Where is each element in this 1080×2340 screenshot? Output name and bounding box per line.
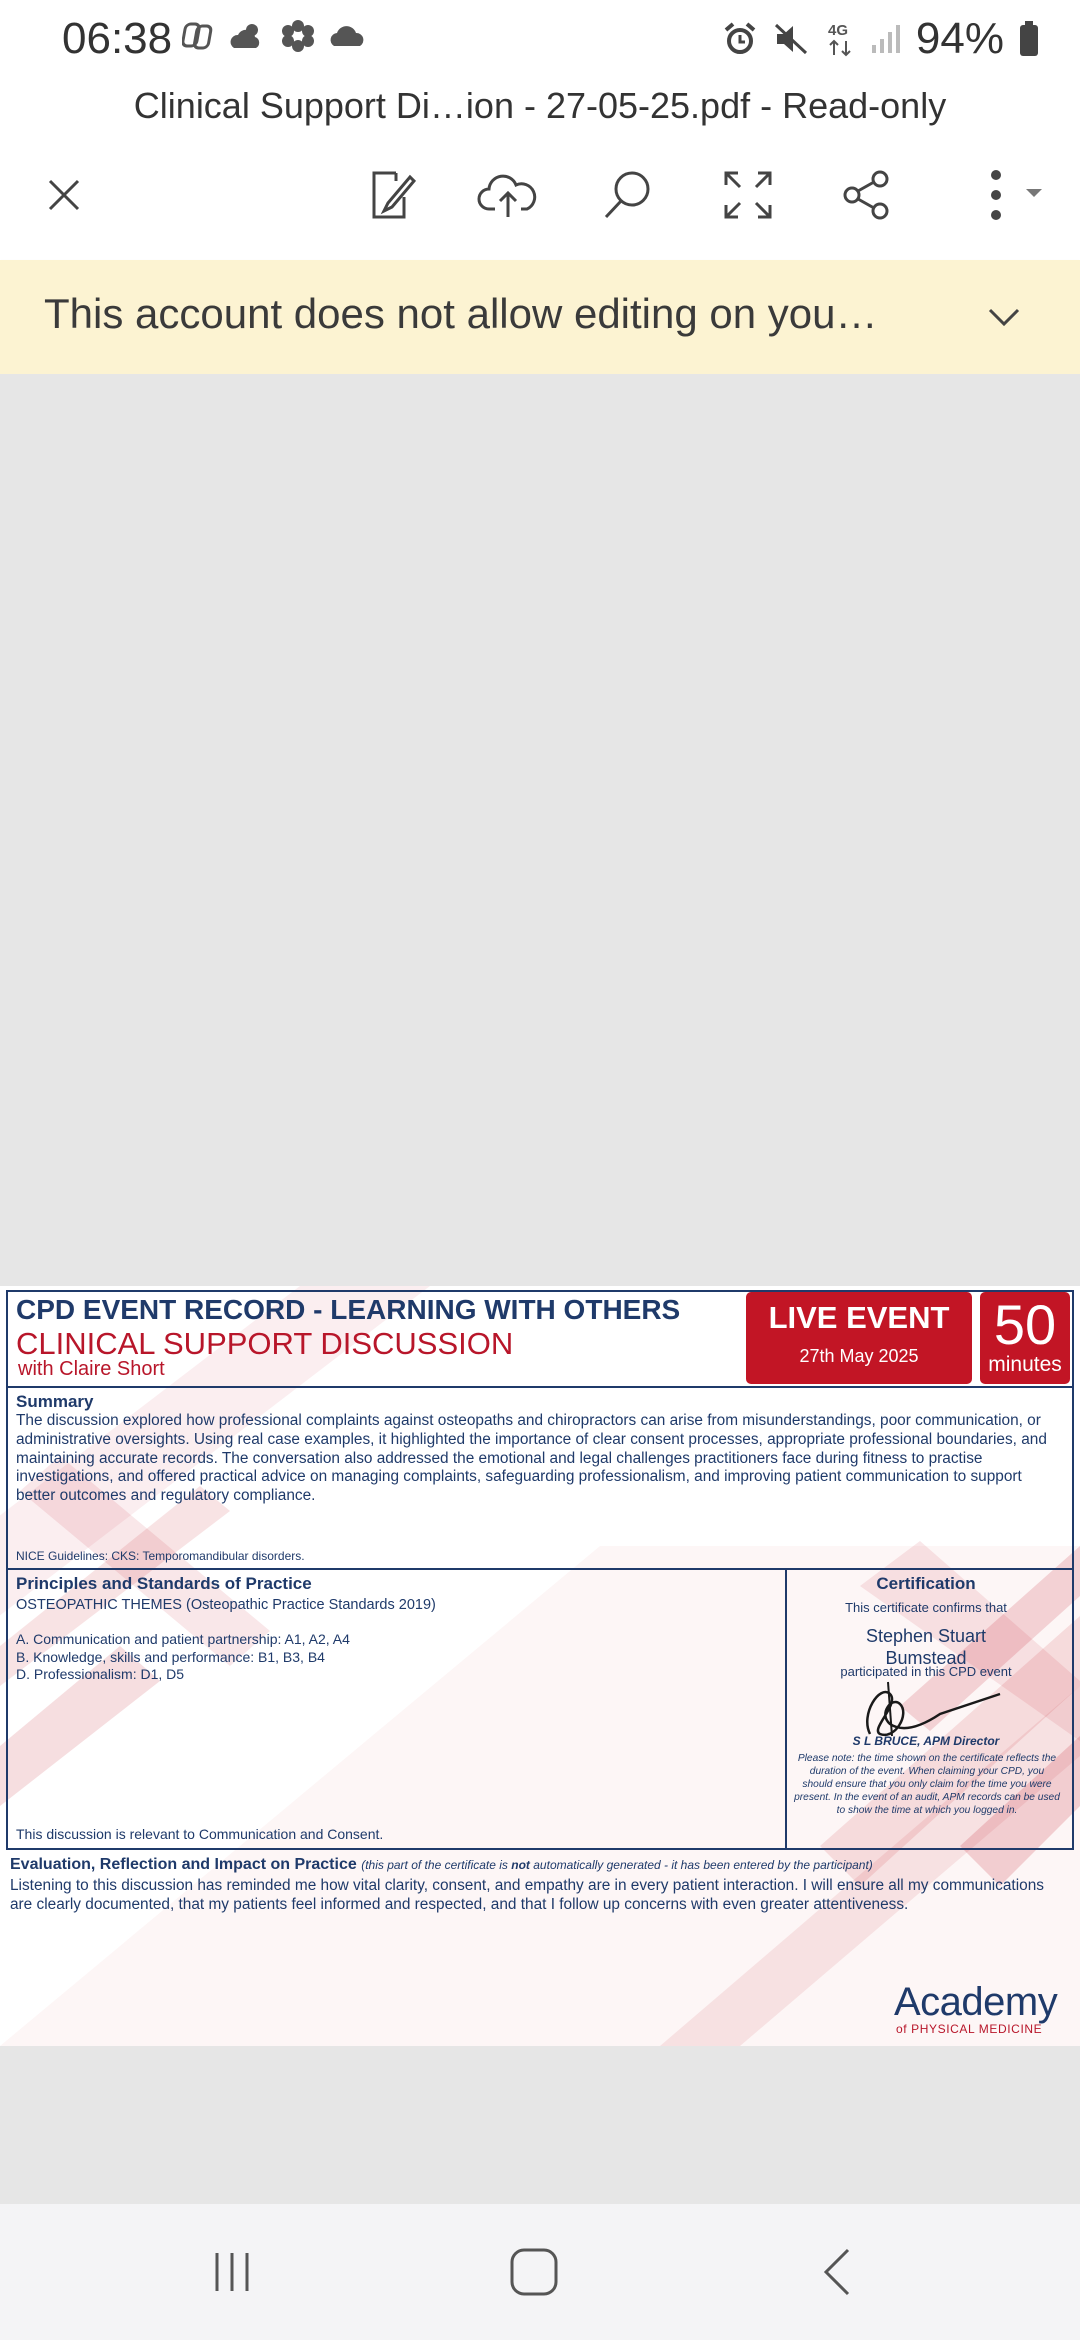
recent-apps-icon [207,2247,257,2297]
summary-text: The discussion explored how professional complaints against osteopaths and chiropractors can arise from misunderstandings, poor communication, or administrative oversights. Using real case examples, it highlighted the importance of clear consent processes, appropriate professional boundaries, and maintaining accurate records. The conversation also addressed the emotional and legal challenges practitioners face during fitness to practise investigations, and offered practical advice on managing complaints, safeguarding professionalism, and improving patient communication to support better outcomes and regulatory compliance. [16,1412,1047,1505]
recent-apps-button[interactable] [172,2204,292,2340]
close-button[interactable] [24,160,104,230]
notice-text: This account does not allow editing on you… [44,290,878,337]
director-signature-label: S L BRUCE, APM Director [852,1734,1000,1748]
battery-percentage: 94% [915,14,1004,63]
list-item: B. Knowledge, skills and performance: B1, B3, B4 [16,1648,325,1665]
weather-partly-cloudy-icon [228,18,268,54]
duration-badge [980,1292,1070,1384]
status-bar [0,0,1080,80]
system-icons [722,14,1040,64]
edit-icon [364,167,420,223]
document-viewer[interactable] [0,374,1080,2204]
divider [785,1568,787,1850]
pdf-page [0,1286,1080,2046]
battery-icon [1018,20,1040,58]
network-type-label: 4G [827,22,848,39]
mute-icon [772,21,812,57]
home-icon [508,2246,560,2298]
back-icon [818,2246,858,2298]
event-date: 27th May 2025 [799,1346,919,1366]
notification-icons [182,18,368,54]
app-header [0,80,1080,260]
more-icon [956,167,1046,223]
share-icon [840,169,892,221]
evaluation-note [361,1858,873,1872]
evaluation-note-bold: not [511,1858,530,1872]
signal-icon [870,21,902,57]
nice-guidelines: NICE Guidelines: CKS: Temporomandibular disorders. [16,1549,305,1563]
search-button[interactable] [588,160,668,230]
list-item: D. Professionalism: D1, D5 [16,1666,185,1682]
close-icon [44,175,84,215]
participation-statement: participated in this CPD event [840,1664,1012,1679]
document-title: Clinical Support Di…ion - 27-05-25.pdf - Read-only [133,85,947,126]
search-icon [600,167,656,223]
logo-subtitle: of PHYSICAL MEDICINE [896,2022,1043,2036]
chevron-down-icon[interactable] [984,298,1024,338]
fullscreen-icon [722,169,774,221]
network-4g-icon [826,19,856,59]
share-button[interactable] [826,160,906,230]
evaluation-heading [10,1856,873,1874]
alarm-icon [722,21,758,57]
certification-confirms: This certificate confirms that [845,1600,1007,1615]
evaluation-note-post: automatically generated - it has been entered by the participant) [529,1858,873,1872]
more-options-button[interactable] [946,160,1056,230]
duration-value: 50 [993,1293,1057,1356]
relevance-statement: This discussion is relevant to Communication and Consent. [16,1826,384,1842]
participant-name: Stephen Stuart Bumstead [865,1626,987,1668]
summary-heading: Summary [16,1392,94,1411]
divider [6,1568,1074,1570]
evaluation-heading-text: Evaluation, Reflection and Impact on Practice [10,1856,357,1873]
certificate-title: CPD EVENT RECORD - LEARNING WITH OTHERS [16,1294,681,1325]
edit-button[interactable] [352,160,432,230]
fullscreen-button[interactable] [708,160,788,230]
presenter: with Claire Short [18,1358,165,1380]
system-navigation-bar [0,2204,1080,2340]
back-button[interactable] [778,2204,898,2340]
upload-button[interactable] [468,160,548,230]
live-event-badge [746,1292,972,1384]
copilot-icon [182,18,218,54]
divider [6,1386,1074,1388]
evaluation-note-pre: (this part of the certificate is [361,1858,512,1872]
list-item: A. Communication and patient partnership: A1, A2, A4 [16,1631,350,1647]
flower-icon [278,18,318,54]
logo-wordmark: Academy [894,1980,1058,2024]
certificate-note: Please note: the time shown on the certificate reflects the duration of the event. When claiming your CPD, you should ensure that you only claim for the time you were present. In the event of an audit, APM records can be used to show the time at which you logged in. [794,1753,1060,1816]
duration-unit: minutes [988,1353,1062,1376]
certification-heading: Certification [876,1574,976,1593]
cloud-upload-icon [477,167,539,223]
principles-heading: Principles and Standards of Practice [16,1574,312,1593]
home-button[interactable] [474,2204,594,2340]
academy-logo [894,1982,1057,2036]
certification-block [790,1574,1062,1816]
status-time: 06:38 [62,14,173,63]
live-event-label: LIVE EVENT [768,1300,950,1335]
event-title: CLINICAL SUPPORT DISCUSSION [16,1326,514,1361]
principles-subheading: OSTEOPATHIC THEMES (Osteopathic Practice Standards 2019) [16,1597,436,1613]
read-only-notice[interactable] [0,260,1080,374]
evaluation-text: Listening to this discussion has reminded me how vital clarity, consent, and empathy are in every patient interaction. I will ensure all my communications are clearly documented, that my patients feel informed and respected, and that I follow up concerns with even greater attentiveness. [10,1877,1044,1913]
principles-list [16,1631,350,1684]
cloud-icon [328,18,368,54]
